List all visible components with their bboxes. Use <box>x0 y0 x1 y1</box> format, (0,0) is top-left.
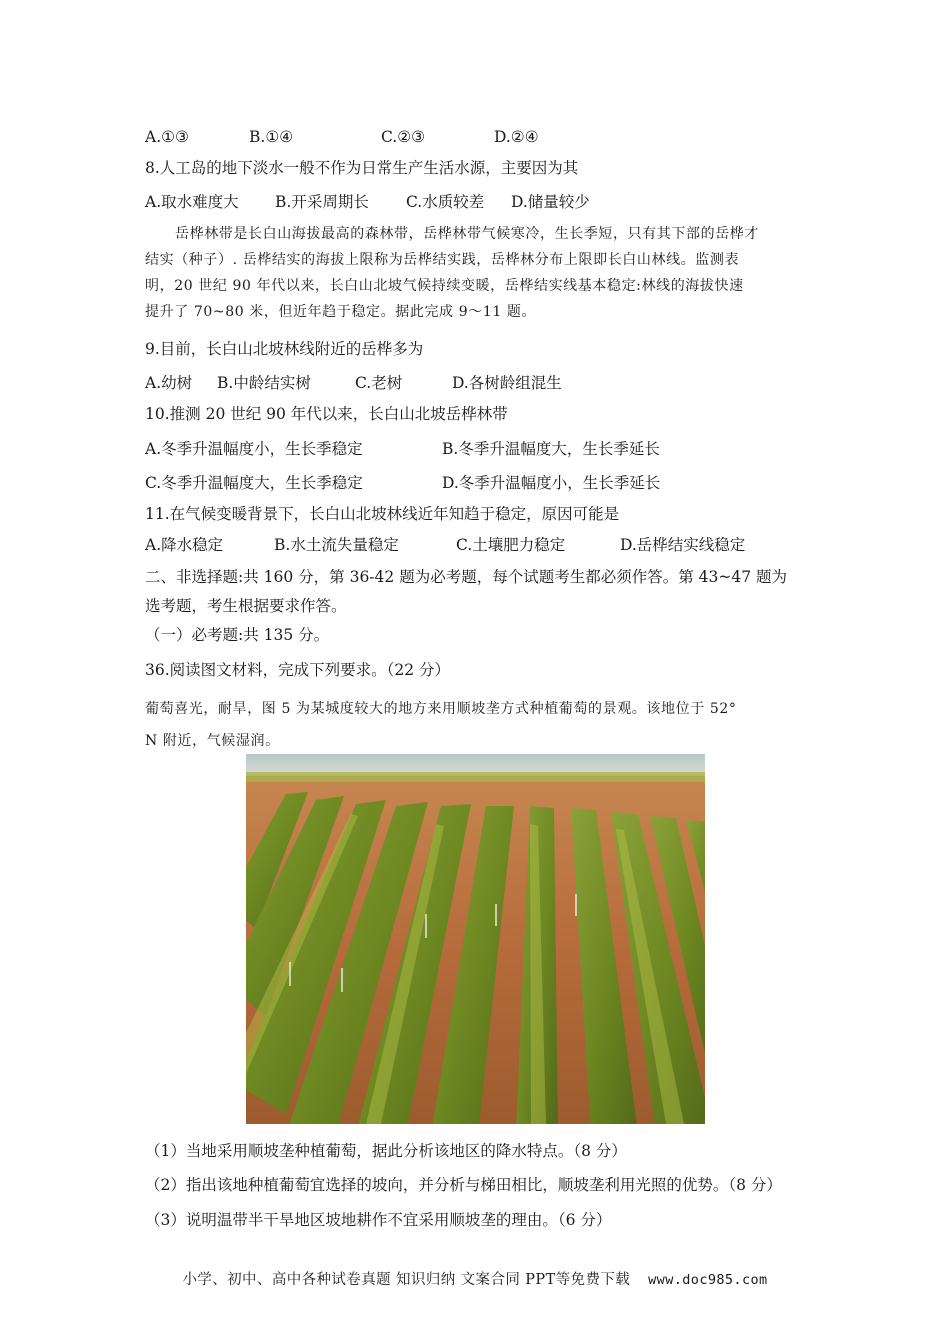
q8-stem: 8.人工岛的地下淡水一般不作为日常生产生活水源，主要因为其 <box>145 159 579 177</box>
q36-stem: 36.阅读图文材料，完成下列要求。（22 分） <box>145 661 451 679</box>
q10-options-row1 <box>145 438 805 460</box>
q9-option-a: A.幼树 <box>145 374 193 392</box>
q36-material <box>145 693 805 757</box>
q9-options <box>145 372 805 394</box>
q11-option-c: C.土壤肥力稳定 <box>456 536 566 554</box>
material-line: 葡萄喜光，耐旱，图 5 为某城度较大的地方来用顺坡垄方式种植葡萄的景观。该地位于 52° <box>145 701 737 717</box>
q10-stem: 10.推测 20 世纪 90 年代以来，长白山北坡岳桦林带 <box>145 405 508 423</box>
passage-line: 结实（种子）. 岳桦结实的海拔上限称为岳桦结实践，岳桦林分布上限即长白山林线。监测表 <box>145 252 740 268</box>
section2-line1: 二、非选择题:共 160 分，第 36-42 题为必考题，每个试题考生都必须作答。第 43~47 题为 <box>145 568 787 586</box>
q10-option-b: B.冬季升温幅度大，生长季延长 <box>442 440 660 458</box>
q7-option-d: D.②④ <box>494 128 539 146</box>
q36-subquestion-2: （2）指出该地种植葡萄宜选择的坡向，并分析与梯田相比，顺坡垄利用光照的优势。（8 分） <box>145 1176 782 1194</box>
section2-line2: 选考题，考生根据要求作答。 <box>145 597 347 615</box>
q8-option-b: B.开采周期长 <box>275 193 369 211</box>
q11-option-b: B.水土流失量稳定 <box>274 536 399 554</box>
q10-option-a: A.冬季升温幅度小，生长季稳定 <box>145 440 363 458</box>
q8-option-a: A.取水难度大 <box>145 193 239 211</box>
footer-url[interactable]: www.doc985.com <box>648 1272 768 1288</box>
q11-options <box>145 534 805 556</box>
vineyard-photo <box>246 754 705 1124</box>
q11-stem: 11.在气候变暖背景下，长白山北坡林线近年知趋于稳定，原因可能是 <box>145 505 620 523</box>
q36-subquestion-1: （1）当地采用顺坡垄种植葡萄，据此分析该地区的降水特点。（8 分） <box>145 1142 627 1160</box>
passage-line: 岳桦林带是长白山海拔最高的森林带，岳桦林带气候寒冷，生长季短，只有其下部的岳桦才 <box>175 226 759 242</box>
q10-option-c: C.冬季升温幅度大，生长季稳定 <box>145 474 363 492</box>
q11-option-a: A.降水稳定 <box>145 536 224 554</box>
q7-option-c: C.②③ <box>381 128 426 146</box>
footer-text: 小学、初中、高中各种试卷真题 知识归纳 文案合同 PPT等免费下载 <box>182 1272 631 1288</box>
q9-option-d: D.各树龄组混生 <box>452 374 562 392</box>
passage-line: 提升了 70~80 米，但近年趋于稳定。据此完成 9～11 题。 <box>145 304 537 320</box>
q7-option-b: B.①④ <box>249 128 294 146</box>
q9-option-c: C.老树 <box>355 374 403 392</box>
q9-stem: 9.目前，长白山北坡林线附近的岳桦多为 <box>145 340 424 358</box>
q9-option-b: B.中龄结实树 <box>217 374 311 392</box>
q8-options <box>145 191 805 213</box>
footer <box>0 1268 950 1289</box>
material-line: N 附近，气候湿润。 <box>145 733 280 749</box>
q11-option-d: D.岳桦结实线稳定 <box>620 536 746 554</box>
q10-option-d: D.冬季升温幅度小，生长季延长 <box>442 474 661 492</box>
q8-option-c: C.水质较差 <box>406 193 485 211</box>
q7-option-a: A.①③ <box>145 128 189 146</box>
subsection-required: （一）必考题:共 135 分。 <box>145 626 330 644</box>
q10-options-row2 <box>145 472 805 494</box>
q36-subquestion-3: （3）说明温带半干旱地区坡地耕作不宜采用顺坡垄的理由。（6 分） <box>145 1211 612 1229</box>
passage-line: 明，20 世纪 90 年代以来，长白山北坡气候持续变暖，岳桦结实线基本稳定:林线的海拔快速 <box>145 278 744 294</box>
q8-option-d: D.储量较少 <box>511 193 590 211</box>
passage-9-11 <box>145 221 805 325</box>
q7-options <box>145 126 805 148</box>
